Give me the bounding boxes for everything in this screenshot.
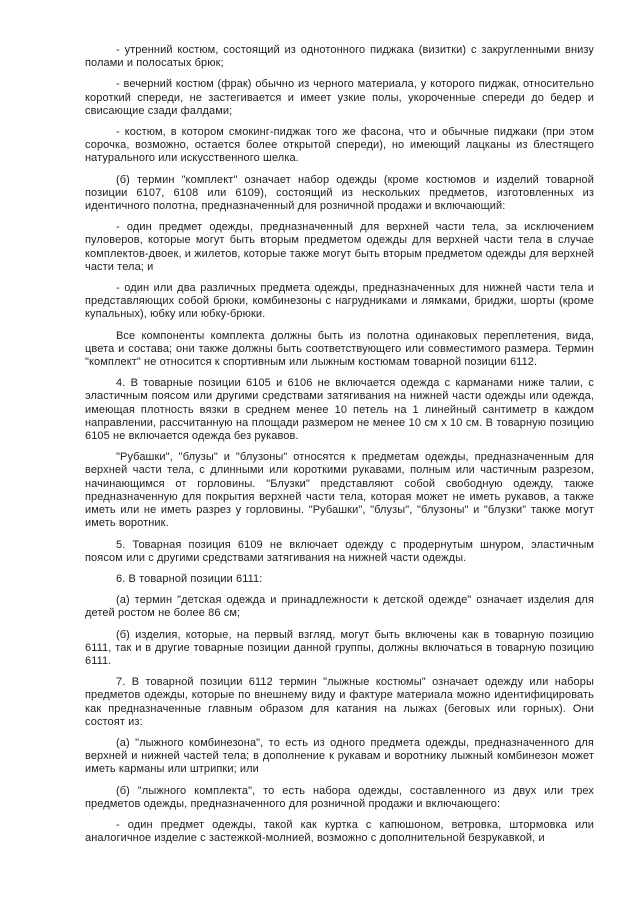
paragraph-evening-suit: - вечерний костюм (фрак) обычно из черного материала, у которого пиджак, относительно короткий спереди, не застегивается и имеет узкие полы, укороченные спереди до бедер и свисающие сзади фалдами; — [85, 78, 594, 117]
paragraph-note-4: 4. В товарные позиции 6105 и 6106 не включается одежда с карманами ниже талии, с эластичным поясом или другими средствами затягивания на нижней части одежды или одежда, имеющая плотность вязки в среднем менее 10 петель на 1 линейный сантиметр в каждом направлении, рассчитанную на площади размером не менее 10 см x 10 см. В товарную позицию 6105 не включается одежда без рукавов. — [85, 377, 594, 443]
paragraph-note-6: 6. В товарной позиции 6111: — [116, 572, 263, 585]
paragraph-ensemble-definition: (б) термин "комплект" означает набор одежды (кроме костюмов и изделий товарной позиции 6107, 6108 или 6109), состоящий из нескольких предметов, изготовленных из идентичного полотна, предназначенный для розничной продажи и включающий: — [85, 173, 594, 213]
paragraph-ensemble-components: Все компоненты комплекта должны быть из полотна одинаковых переплетения, вида, цвета и состава; они также должны быть соответствующего или совместимого размера. Термин "комплект" не относится к спортивным или лыжным костюмам товарной позиции 6112. — [85, 329, 594, 369]
paragraph-note-5: 5. Товарная позиция 6109 не включает одежду с продернутым шнуром, эластичным поясом или с другими средствами затягивания на нижней части одежды. — [85, 538, 594, 564]
paragraph-ensemble-lower-garment: - один или два различных предмета одежды, предназначенных для нижней части тела и представляющих собой брюки, комбинезоны с нагрудниками и лямками, бриджи, шорты (кроме купальных), юбку или юбку-брюки. — [85, 282, 594, 321]
paragraph-dinner-jacket: - костюм, в котором смокинг-пиджак того же фасона, что и обычные пиджаки (при этом сорочка, возможно, остается более открытой спереди), но имеющий лацканы из блестящего натурального или искусственного шелка. — [85, 126, 594, 165]
paragraph-ski-overall: (а) "лыжного комбинезона", то есть из одного предмета одежды, предназначенного для верхней и нижней частей тела; в дополнение к рукавам и воротнику лыжный комбинезон может иметь карманы или штрипки; или — [85, 736, 594, 776]
paragraph-ensemble-upper-garment: - один предмет одежды, предназначенный для верхней части тела, за исключением пуловеров, которые могут быть вторым предметом одежды для верхней части тела в случае комплектов-двоек, и жилетов, которые также могут быть вторым предметом одежды для верхней части тела; и — [85, 221, 594, 273]
paragraph-ski-jacket-item: - один предмет одежды, такой как куртка с капюшоном, ветровка, штормовка или аналогичное изделие с застежкой-молнией, возможно с дополнительной безрукавкой, и — [85, 818, 594, 845]
paragraph-ski-ensemble: (б) "лыжного комплекта", то есть набора одежды, составленного из двух или трех предметов одежды, предназначенного для розничной продажи и включающего: — [85, 784, 594, 810]
paragraph-note-7: 7. В товарной позиции 6112 термин "лыжные костюмы" означает одежду или наборы предметов одежды, которые по внешнему виду и фактуре материала можно идентифицировать как предназначенные главным образом для катания на лыжах (беговых или горных). Они состоят из: — [85, 676, 594, 728]
paragraph-morning-suit: - утренний костюм, состоящий из однотонного пиджака (визитки) с закругленными внизу полами и полосатых брюк; — [85, 44, 594, 70]
paragraph-note-6b: (б) изделия, которые, на первый взгляд, могут быть включены как в товарную позицию 6111, так и в другие товарные позиции данной группы, должны включаться в товарную позицию 6111. — [85, 628, 594, 667]
paragraph-note-6a: (а) термин "детская одежда и принадлежности к детской одежде" означает изделия для детей ростом не более 86 см; — [85, 594, 594, 620]
paragraph-shirts-blouses: "Рубашки", "блузы" и "блузоны" относятся к предметам одежды, предназначенным для верхней части тела, с длинными или короткими рукавами, полным или частичным разрезом, начинающимся от горловины. "Блузки" представляют собой свободную одежду, также предназначенную для покрытия верхней части тела, которая может не иметь рукавов, а также иметь или не иметь разрез у горловины. "Рубашки", "блузы", "блузоны" и "блузки" также могут иметь воротник. — [85, 451, 594, 530]
